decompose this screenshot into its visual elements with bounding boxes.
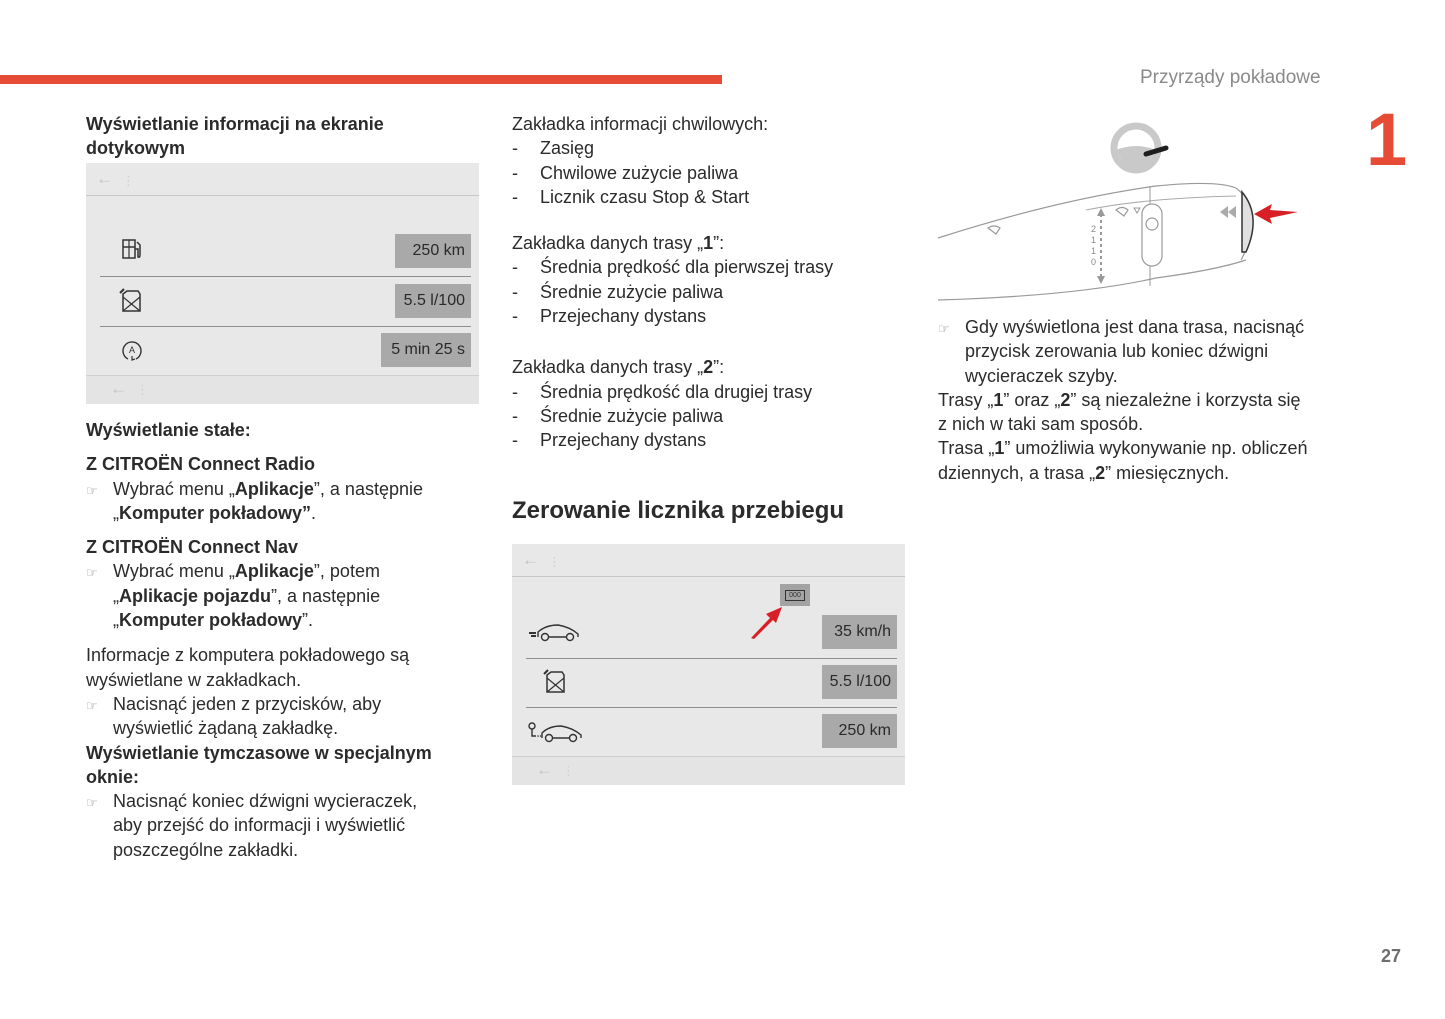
row-divider	[100, 326, 471, 327]
trips-independent-text: Trasy „1” oraz „2” są niezależne i korzysta się z nich w taki sam sposób.	[938, 389, 1301, 435]
chapter-number: 1	[1366, 98, 1408, 181]
reset-counter-icon: 000	[785, 590, 805, 601]
screen-topbar	[86, 163, 479, 196]
pointing-hand-icon: ☞	[86, 795, 98, 811]
list-item: - Zasięg	[512, 138, 595, 159]
page-number: 27	[1381, 946, 1402, 966]
row-divider	[526, 707, 897, 708]
back-arrow-icon[interactable]: ←	[110, 379, 127, 398]
screen-bottombar	[512, 756, 905, 785]
middle-body	[512, 112, 892, 453]
nav-instruction: ☞ Wybrać menu „Aplikacje”, potem „Aplikacje pojazdu”, a następnie „Komputer pokładowy”.	[86, 561, 381, 631]
list-item: - Średnie zużycie paliwa	[512, 405, 724, 426]
heading-connect-radio: Z CITROËN Connect Radio	[86, 454, 315, 475]
list-item: - Średnia prędkość dla drugiej trasy	[512, 381, 813, 402]
svg-text:1: 1	[1091, 246, 1097, 256]
fuel-pump-icon	[121, 237, 145, 261]
steering-wheel-icon	[1114, 126, 1166, 170]
list-item: - Średnia prędkość dla pierwszej trasy	[512, 257, 834, 278]
info-text-line2: wyświetlane w zakładkach.	[86, 669, 302, 690]
wiper-stalk-illustration	[936, 120, 1306, 305]
trips-usage-text: Trasa „1” umożliwia wykonywanie np. obliczeń dziennych, a trasa „2” miesięcznych.	[938, 438, 1308, 483]
reset-counter-button[interactable]	[780, 584, 810, 606]
red-pointer-arrow-icon	[748, 604, 788, 640]
back-arrow-icon[interactable]: ←	[522, 550, 539, 569]
menu-dots-icon[interactable]: ⋮	[548, 554, 561, 569]
tab-trip2-title: Zakładka danych trasy „2”:	[512, 357, 725, 378]
list-item: - Przejechany dystans	[512, 430, 707, 451]
row-divider	[100, 276, 471, 277]
svg-text:A: A	[128, 345, 136, 355]
left-body	[86, 418, 486, 862]
red-pointer-arrow-icon	[1254, 204, 1298, 224]
pointing-hand-icon: ☞	[86, 697, 98, 713]
fuel-can-icon	[118, 288, 144, 314]
screen-bottombar	[86, 375, 479, 404]
back-arrow-icon[interactable]: ←	[536, 760, 553, 779]
info-instruction: ☞ Nacisnąć jeden z przycisków, aby wyświetlić żądaną zakładkę.	[86, 693, 382, 739]
heading-temporary-line2: oknie:	[86, 766, 140, 787]
reset-section-heading: Zerowanie licznika przebiegu	[512, 497, 845, 524]
car-distance-icon	[528, 722, 584, 744]
temporary-instruction: ☞ Nacisnąć koniec dźwigni wycieraczek, aby przejść do informacji i wyświetlić poszczególne zakładki.	[86, 791, 418, 860]
average-consumption-value: 5.5 l/100	[822, 665, 897, 699]
svg-text:1: 1	[1091, 235, 1097, 245]
heading-touchscreen-line2: dotykowym	[86, 138, 186, 159]
fuel-can-icon	[542, 669, 568, 695]
tab-trip1-title: Zakładka danych trasy „1”:	[512, 233, 725, 254]
chapter-title: Przyrządy pokładowe	[1140, 67, 1321, 88]
info-text-line1: Informacje z komputera pokładowego są	[86, 645, 410, 666]
back-arrow-icon[interactable]: ←	[96, 169, 113, 188]
stop-start-icon	[120, 338, 144, 362]
right-body	[938, 315, 1338, 485]
heading-touchscreen-line1: Wyświetlanie informacji na ekranie	[86, 114, 384, 134]
svg-text:2: 2	[1091, 224, 1097, 234]
list-item: - Licznik czasu Stop & Start	[512, 186, 750, 207]
car-speed-icon	[528, 622, 582, 642]
pointing-hand-icon: ☞	[86, 482, 98, 498]
reset-instruction: ☞ Gdy wyświetlona jest dana trasa, nacisnąć przycisk zerowania lub koniec dźwigni wycieraczek szyby.	[938, 317, 1305, 386]
menu-dots-icon[interactable]: ⋮	[562, 763, 575, 778]
svg-text:0: 0	[1091, 257, 1097, 267]
radio-instruction: ☞ Wybrać menu „Aplikacje”, a następnie „Komputer pokładowy”.	[86, 478, 423, 523]
pointing-hand-icon: ☞	[938, 321, 950, 336]
heading-connect-nav: Z CITROËN Connect Nav	[86, 537, 299, 558]
pointing-hand-icon: ☞	[86, 565, 98, 581]
consumption-value: 5.5 l/100	[395, 284, 471, 318]
distance-travelled-value: 250 km	[822, 714, 897, 748]
screen-topbar	[512, 544, 905, 577]
heading-permanent-display: Wyświetlanie stałe:	[86, 420, 251, 440]
menu-dots-icon[interactable]: ⋮	[122, 173, 135, 188]
average-speed-value: 35 km/h	[822, 615, 897, 649]
menu-dots-icon[interactable]: ⋮	[136, 382, 149, 397]
heading-temporary-line1: Wyświetlanie tymczasowe w specjalnym	[86, 742, 432, 763]
list-item: - Chwilowe zużycie paliwa	[512, 162, 739, 183]
chapter-accent-bar	[0, 75, 722, 84]
left-heading	[86, 112, 476, 161]
row-divider	[526, 658, 897, 659]
touchscreen-trip-info	[512, 544, 905, 785]
list-item: - Średnie zużycie paliwa	[512, 281, 724, 302]
range-value: 250 km	[395, 234, 471, 268]
tab-instant-title: Zakładka informacji chwilowych:	[512, 114, 769, 134]
list-item: - Przejechany dystans	[512, 306, 707, 327]
touchscreen-instant-info	[86, 163, 479, 404]
stop-start-timer-value: 5 min 25 s	[381, 333, 471, 367]
